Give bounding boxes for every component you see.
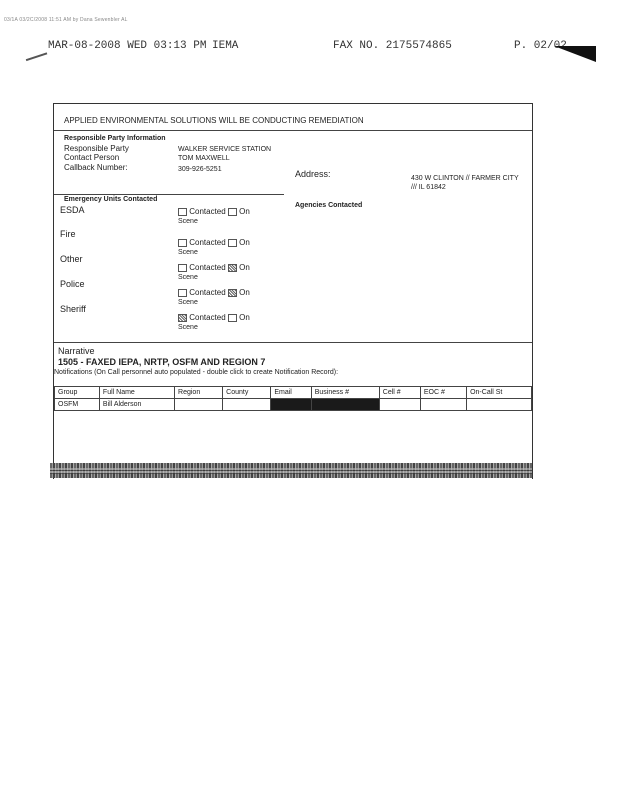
unit-name: ESDA [60, 205, 85, 215]
full-name-cell: Bill Alderson [99, 399, 174, 411]
unit-name: Sheriff [60, 304, 86, 314]
emergency-units-heading: Emergency Units Contacted [64, 196, 158, 203]
divider [54, 342, 532, 343]
contacted-checkbox[interactable] [178, 264, 187, 272]
column-header[interactable]: County [223, 387, 271, 399]
column-header[interactable]: On-Call St [467, 387, 532, 399]
region-cell [175, 399, 223, 411]
on-scene-checkbox[interactable] [228, 208, 237, 216]
contacted-checkbox[interactable] [178, 208, 187, 216]
cell-number-cell [379, 399, 420, 411]
callback-number-label: Callback Number: [64, 163, 128, 172]
contacted-checkbox[interactable] [178, 314, 187, 322]
address-label: Address: [295, 169, 331, 179]
incident-form: APPLIED ENVIRONMENTAL SOLUTIONS WILL BE CONDUCTING REMEDIATION Responsible Party Information Responsible Party WALKER SERVICE STATION Contact Person TOM MAXWELL Callback Number: 309-926-5251 Address: 430 W CLINTON // FARMER CITY /// IL 61842 Emergency Units Contacted Agencies Contacted ESDA Contacted On Scene Fire Contacted On Scene Other Contacted On Scene Police Contacted On Scene Sheriff Contacted On Scene Narrative 1505 - FAXED IEPA, NRTP, OSFM AND REGION 7 Notifications (On Call personnel auto populated - double click to create Notification Record): Group Full Name Region County Email Business # Cell # EOC # On-Call St OSFM Bill Alderson [53, 103, 533, 479]
address-value: 430 W CLINTON // FARMER CITY /// IL 61842 [411, 175, 519, 191]
on-scene-checkbox[interactable] [228, 289, 237, 297]
column-header[interactable]: Cell # [379, 387, 420, 399]
fax-number: FAX NO. 2175574865 [333, 40, 452, 52]
eoc-cell [420, 399, 466, 411]
column-header[interactable]: Email [271, 387, 311, 399]
callback-number-value: 309-926-5251 [178, 166, 222, 173]
form-title: APPLIED ENVIRONMENTAL SOLUTIONS WILL BE CONDUCTING REMEDIATION [64, 116, 364, 125]
fax-datetime: MAR-08-2008 WED 03:13 PM [48, 40, 207, 52]
on-scene-checkbox[interactable] [228, 314, 237, 322]
contact-person-label: Contact Person [64, 153, 120, 162]
table-row[interactable] [55, 399, 532, 411]
business-cell-redacted [311, 399, 379, 411]
fax-transmission-stamp: 03/1A 03/2C/2008 11:51 AM by Dana Sewenbler AL [4, 17, 128, 23]
agencies-heading: Agencies Contacted [295, 202, 363, 209]
county-cell [223, 399, 271, 411]
column-header[interactable]: Group [55, 387, 100, 399]
notifications-label: Notifications (On Call personnel auto populated - double click to create Notification Record): [54, 369, 339, 376]
contacted-checkbox[interactable] [178, 239, 187, 247]
on-scene-checkbox[interactable] [228, 264, 237, 272]
divider [54, 194, 284, 195]
fax-sender: IEMA [212, 40, 239, 52]
on-scene-checkbox[interactable] [228, 239, 237, 247]
email-cell-redacted [271, 399, 311, 411]
narrative-text: 1505 - FAXED IEPA, NRTP, OSFM AND REGION 7 [58, 357, 266, 367]
column-header[interactable]: EOC # [420, 387, 466, 399]
column-header[interactable]: Full Name [99, 387, 174, 399]
responsible-heading: Responsible Party Information [64, 135, 166, 142]
corner-mark [554, 46, 596, 62]
on-call-cell [467, 399, 532, 411]
group-cell: OSFM [55, 399, 100, 411]
narrative-label: Narrative [58, 346, 95, 356]
table-header-row [55, 387, 532, 399]
unit-name: Fire [60, 229, 76, 239]
column-header[interactable]: Business # [311, 387, 379, 399]
handwritten-mark [23, 43, 48, 61]
column-header[interactable]: Region [175, 387, 223, 399]
unit-name: Other [60, 254, 83, 264]
fax-page-number: P. 02/02 [514, 40, 567, 52]
divider [54, 130, 532, 131]
responsible-party-value: WALKER SERVICE STATION [178, 146, 272, 153]
notifications-table [54, 386, 532, 411]
scan-noise-bar [50, 468, 532, 474]
unit-name: Police [60, 279, 85, 289]
contact-person-value: TOM MAXWELL [178, 155, 230, 162]
contacted-checkbox[interactable] [178, 289, 187, 297]
responsible-party-label: Responsible Party [64, 144, 129, 153]
